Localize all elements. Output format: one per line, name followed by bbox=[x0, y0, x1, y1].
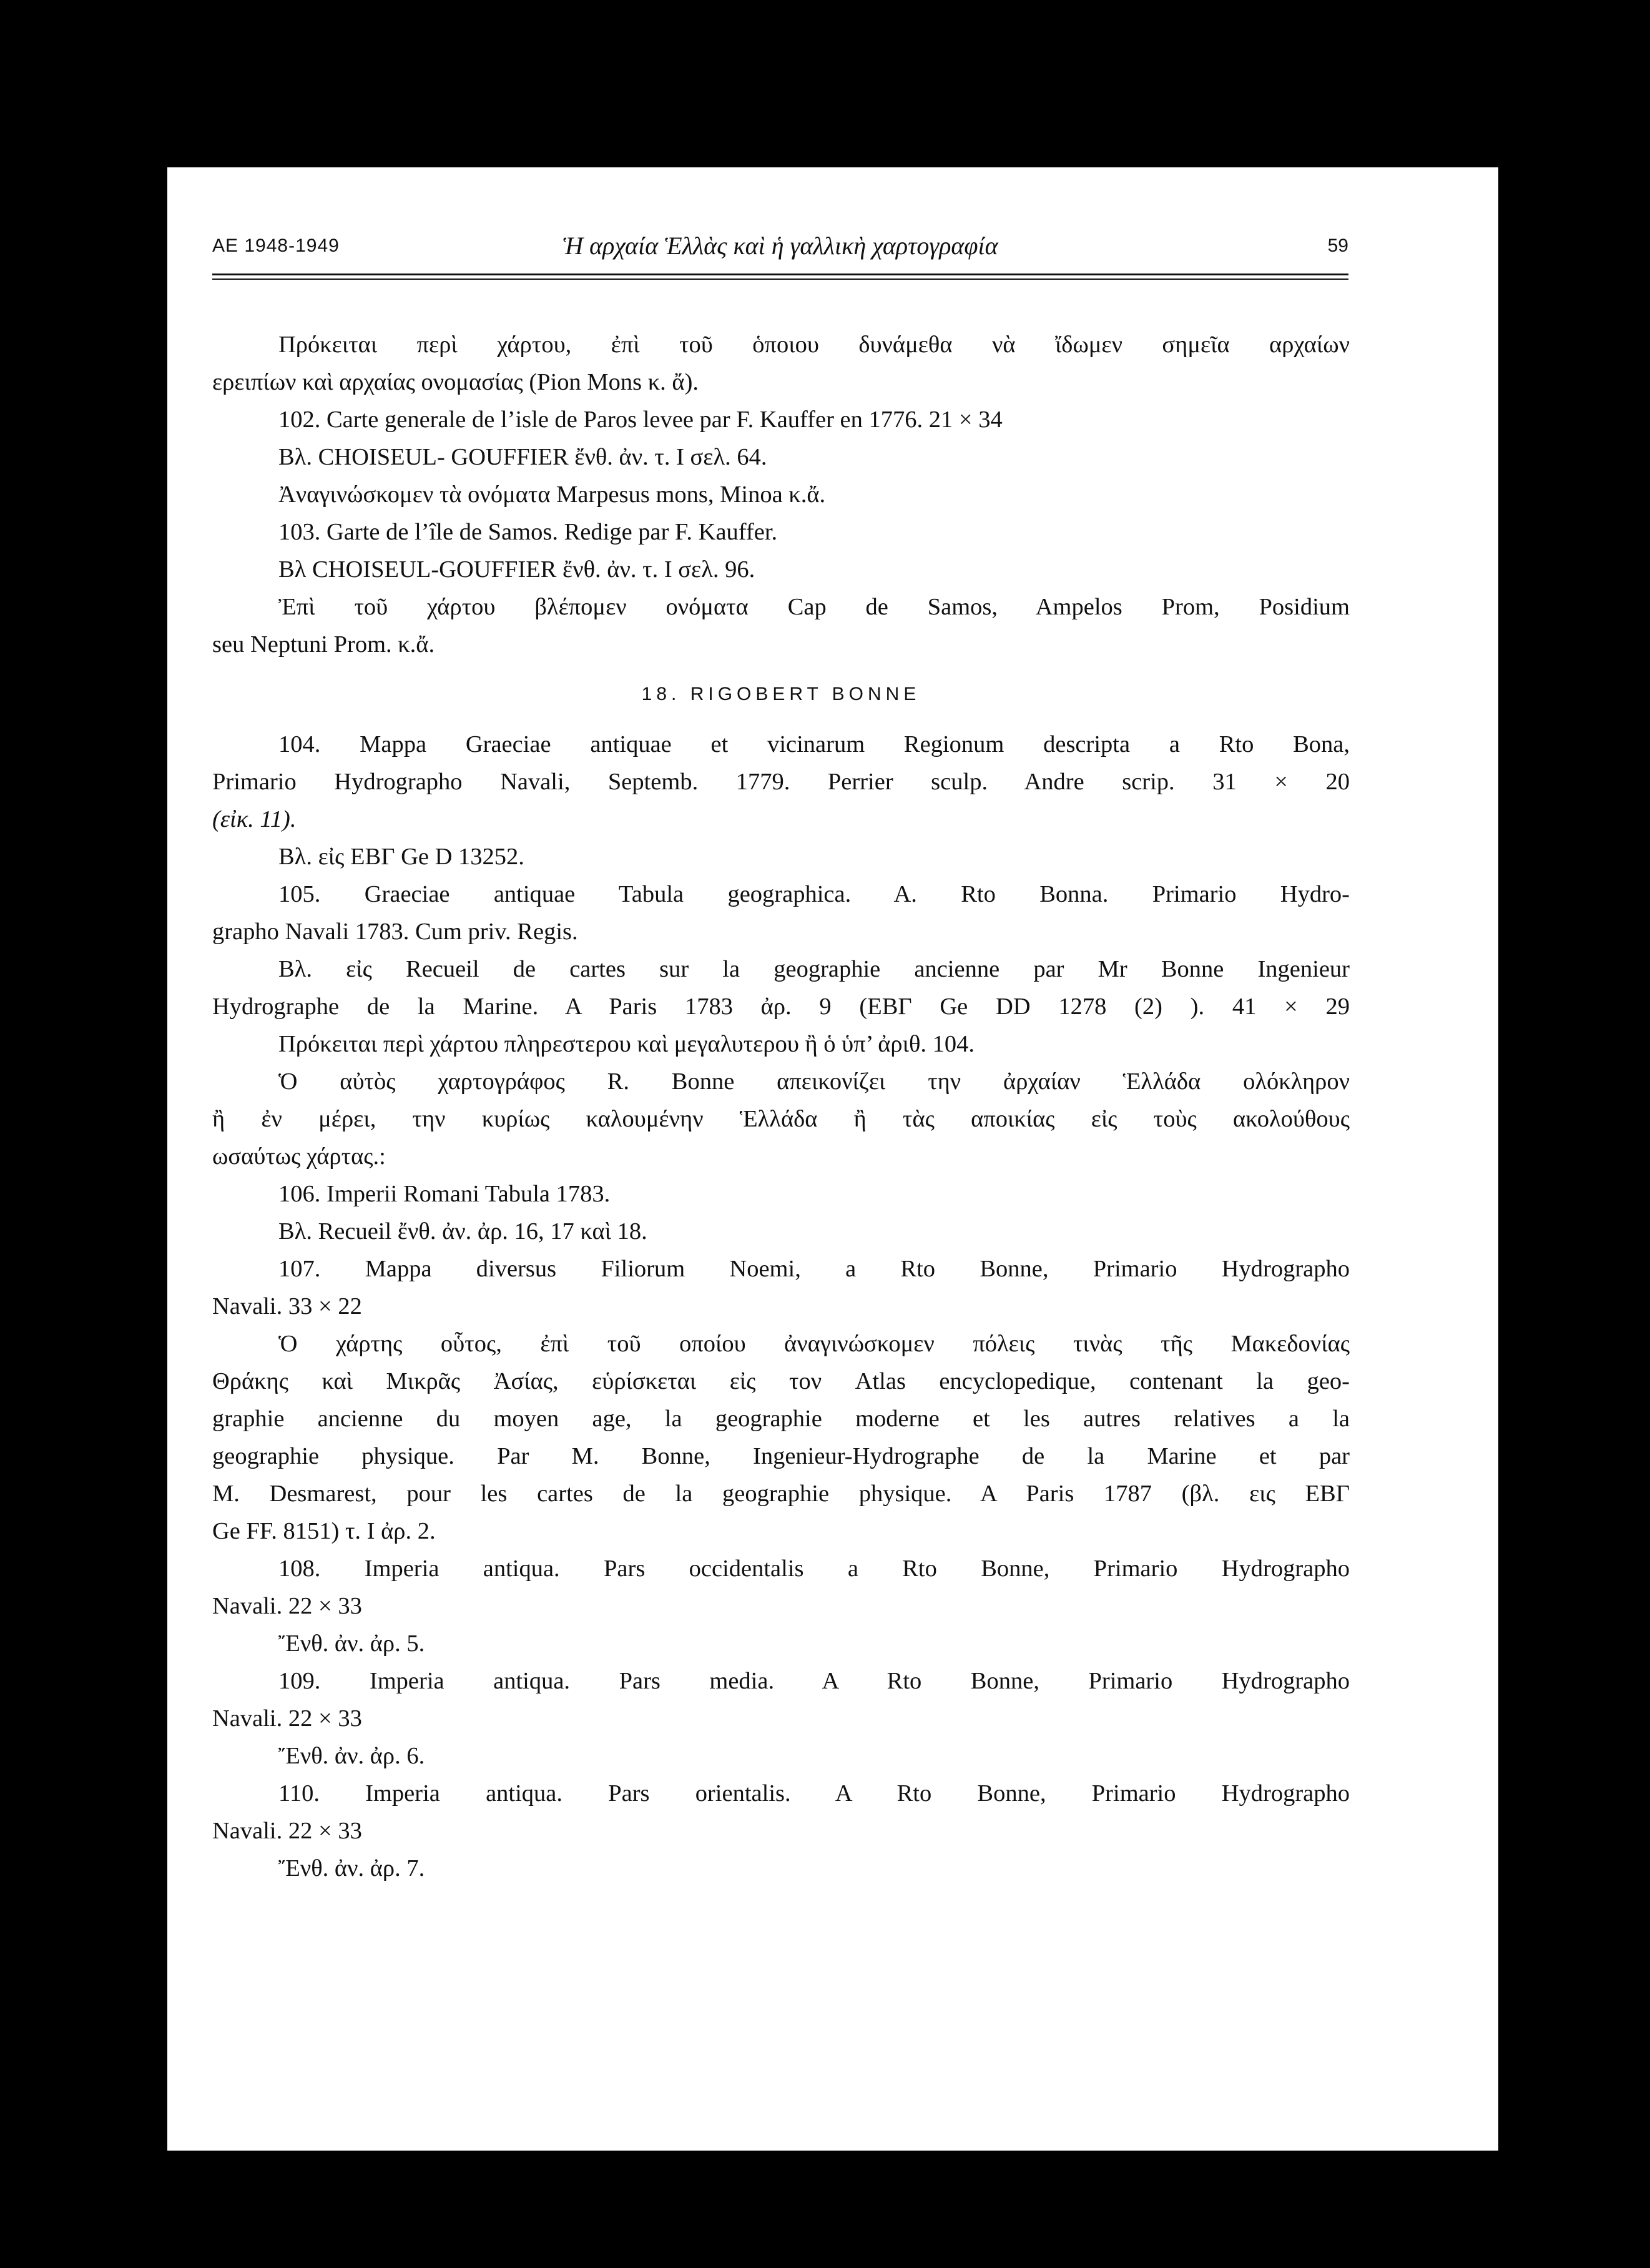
text-line: Navali. 22 × 33 bbox=[212, 1818, 362, 1844]
text-line: 109. Imperia antiqua. Pars media. A Rto Bonne, Primario Hydrographo bbox=[278, 1668, 1350, 1694]
text-line: (εἰκ. 11). bbox=[212, 806, 297, 832]
document-page bbox=[167, 167, 1498, 2151]
text-line: ωσαύτως χάρτας.: bbox=[212, 1143, 386, 1170]
text-line: Navali. 22 × 33 bbox=[212, 1705, 362, 1732]
journal-volume: AE 1948-1949 bbox=[212, 235, 340, 256]
section-gap bbox=[212, 663, 1350, 676]
text-line: Ὁ αὐτὸς χαρτογράφος R. Bonne απεικονίζει την ἀρχαίαν Ἑλλάδα ολόκληρον bbox=[278, 1068, 1350, 1095]
text-line: 107. Mappa diversus Filiorum Noemi, a Rto Bonne, Primario Hydrographo bbox=[278, 1256, 1350, 1282]
text-line: Πρόκειται περὶ χάρτου, ἐπὶ τοῦ ὁποιου δυνάμεθα νὰ ἴδωμεν σημεῖα αρχαίων bbox=[278, 332, 1350, 358]
text-line: 110. Imperia antiqua. Pars orientalis. A Rto Bonne, Primario Hydrographo bbox=[278, 1780, 1350, 1807]
text-line: Navali. 22 × 33 bbox=[212, 1593, 362, 1619]
text-line: ερειπίων καὶ αρχαίας ονομασίας (Pion Mons κ. ἄ). bbox=[212, 369, 699, 395]
body-text bbox=[212, 326, 1350, 1887]
section-gap bbox=[212, 713, 1350, 726]
text-line: Ἔνθ. ἀν. ἀρ. 5. bbox=[278, 1630, 425, 1657]
text-line: Πρόκειται περὶ χάρτου πληρεστερου καὶ μεγαλυτερου ἢ ὁ ὑπ’ ἀριθ. 104. bbox=[278, 1031, 975, 1057]
text-line: 103. Garte de l’île de Samos. Redige par F. Kauffer. bbox=[278, 519, 778, 545]
text-line: Ἔνθ. ἀν. ἀρ. 7. bbox=[278, 1855, 425, 1881]
header-rule bbox=[212, 274, 1348, 275]
text-line: 106. Imperii Romani Tabula 1783. bbox=[278, 1181, 611, 1207]
page-number: 59 bbox=[1327, 235, 1348, 256]
running-header bbox=[212, 227, 1348, 265]
text-line: 105. Graeciae antiquae Tabula geographica. A. Rto Bonna. Primario Hydro- bbox=[278, 881, 1350, 907]
section-heading: 18. RIGOBERT BONNE bbox=[641, 684, 921, 704]
text-line: 102. Carte generale de l’isle de Paros levee par F. Kauffer en 1776. 21 × 34 bbox=[278, 407, 1003, 433]
text-line: Ἔνθ. ἀν. ἀρ. 6. bbox=[278, 1743, 425, 1769]
text-line: 108. Imperia antiqua. Pars occidentalis a Rto Bonne, Primario Hydrographo bbox=[278, 1556, 1350, 1582]
text-line: graphie ancienne du moyen age, la geographie moderne et les autres relatives a la bbox=[212, 1406, 1350, 1432]
text-line: Βλ. εἰς ΕΒΓ Ge D 13252. bbox=[278, 844, 524, 870]
text-line: Ὁ χάρτης οὗτος, ἐπὶ τοῦ οποίου ἀναγινώσκομεν πόλεις τινὰς τῆς Μακεδονίας bbox=[278, 1331, 1350, 1357]
text-line: M. Desmarest, pour les cartes de la geographie physique. A Paris 1787 (βλ. εις ΕΒΓ bbox=[212, 1481, 1350, 1507]
text-line: Primario Hydrographo Navali, Septemb. 1779. Perrier sculp. Andre scrip. 31 × 20 bbox=[212, 769, 1350, 795]
header-rule-thin bbox=[212, 279, 1348, 280]
text-line: Θράκης καὶ Μικρᾶς Ἀσίας, εὑρίσκεται εἰς τον Atlas encyclopedique, contenant la geo- bbox=[212, 1368, 1350, 1394]
text-line: seu Neptuni Prom. κ.ἄ. bbox=[212, 631, 435, 658]
text-line: Βλ. CHOISEUL- GOUFFIER ἔνθ. ἀν. τ. Ι σελ. 64. bbox=[278, 444, 767, 470]
running-title: Ἡ αρχαία Ἑλλὰς καὶ ἡ γαλλικὴ χαρτογραφία bbox=[562, 232, 998, 260]
text-line: Βλ CHOISEUL-GOUFFIER ἔνθ. ἀν. τ. Ι σελ. 96. bbox=[278, 556, 755, 583]
text-line: Βλ. εἰς Recueil de cartes sur la geographie ancienne par Mr Bonne Ingenieur bbox=[278, 956, 1350, 982]
text-line: Ge FF. 8151) τ. Ι ἀρ. 2. bbox=[212, 1518, 436, 1544]
text-line: Hydrographe de la Marine. A Paris 1783 ἀρ. 9 (ΕΒΓ Ge DD 1278 (2) ). 41 × 29 bbox=[212, 993, 1350, 1020]
text-line: grapho Navali 1783. Cum priv. Regis. bbox=[212, 919, 578, 945]
text-line: 104. Mappa Graeciae antiquae et vicinarum Regionum descripta a Rto Bona, bbox=[278, 731, 1350, 757]
text-line: Navali. 33 × 22 bbox=[212, 1293, 362, 1319]
text-line: Βλ. Recueil ἔνθ. ἀν. ἀρ. 16, 17 καὶ 18. bbox=[278, 1218, 647, 1245]
text-line: geographie physique. Par M. Bonne, Ingenieur-Hydrographe de la Marine et par bbox=[212, 1443, 1350, 1469]
text-line: Ἀναγινώσκομεν τὰ ονόματα Marpesus mons, Minoa κ.ἄ. bbox=[278, 481, 826, 508]
text-line: ἢ ἐν μέρει, την κυρίως καλουμένην Ἑλλάδα ἢ τὰς αποικίας εἰς τοὺς ακολούθους bbox=[212, 1106, 1350, 1132]
text-line: Ἐπὶ τοῦ χάρτου βλέπομεν ονόματα Cap de Samos, Ampelos Prom, Posidium bbox=[278, 594, 1350, 620]
